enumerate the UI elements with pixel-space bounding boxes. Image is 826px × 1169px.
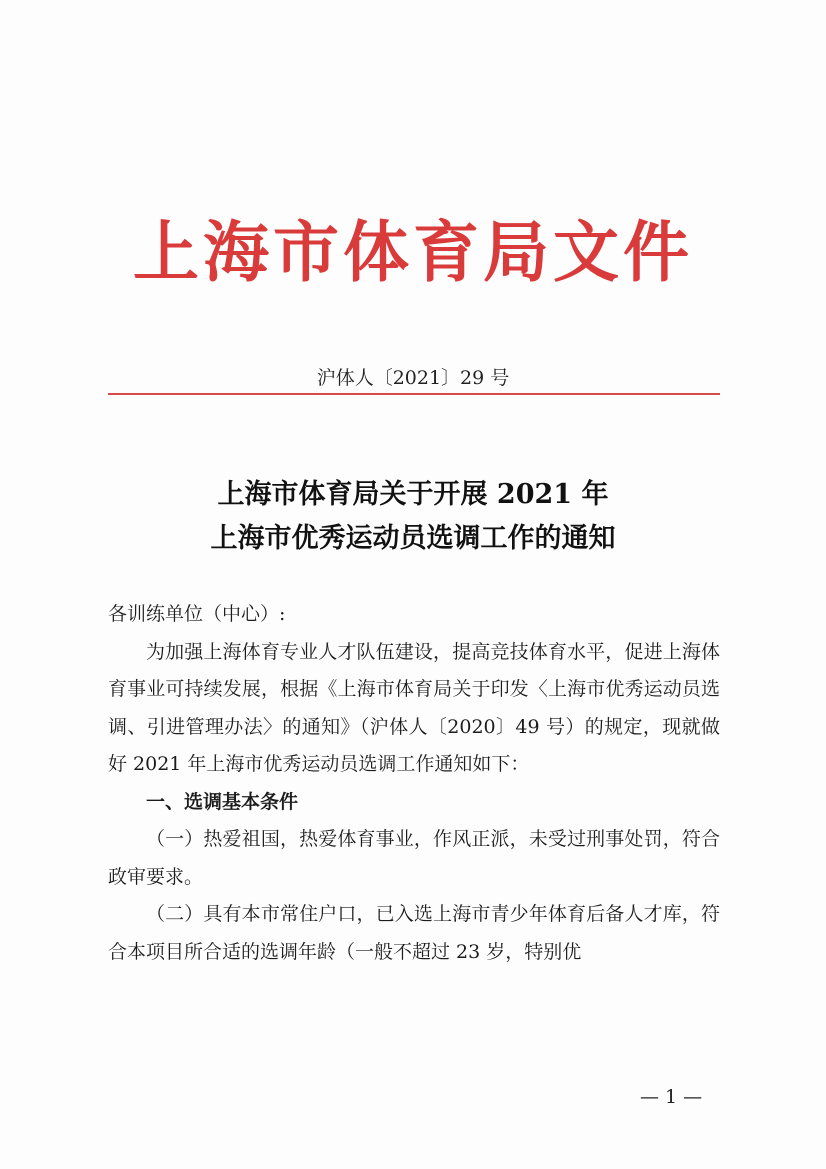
notice-title [0, 473, 826, 561]
page-number: — 1 — [640, 1086, 703, 1108]
masthead-title: 上海市体育局文件 [133, 213, 693, 291]
section-heading: 一、选调基本条件 [146, 790, 299, 813]
document-number: 沪体人〔2021〕29 号 [316, 367, 510, 389]
condition-item-2: （二）具有本市常住户口，已入选上海市青少年体育后备人才库，符合本项目所合适的选调年龄（一般不超过 23 岁，特别优 [108, 903, 720, 963]
condition-item-1: （一）热爱祖国，热爱体育事业，作风正派，未受过刑事处罚，符合政审要求。 [108, 828, 720, 888]
notice-body [108, 596, 720, 971]
salutation: 各训练单位（中心）: [108, 603, 286, 625]
notice-title-line2: 上海市优秀运动员选调工作的通知 [210, 523, 616, 554]
notice-title-line1: 上海市体育局关于开展 2021 年 [217, 479, 609, 510]
intro-paragraph: 为加强上海体育专业人才队伍建设，提高竞技体育水平，促进上海体育事业可持续发展，根据《上海市体育局关于印发〈上海市优秀运动员选调、引进管理办法〉的通知》（沪体人〔2020〕49 号）的规定，现就做好 2021 年上海市优秀运动员选调工作通知如下： [108, 640, 720, 775]
red-separator-line [108, 393, 720, 395]
